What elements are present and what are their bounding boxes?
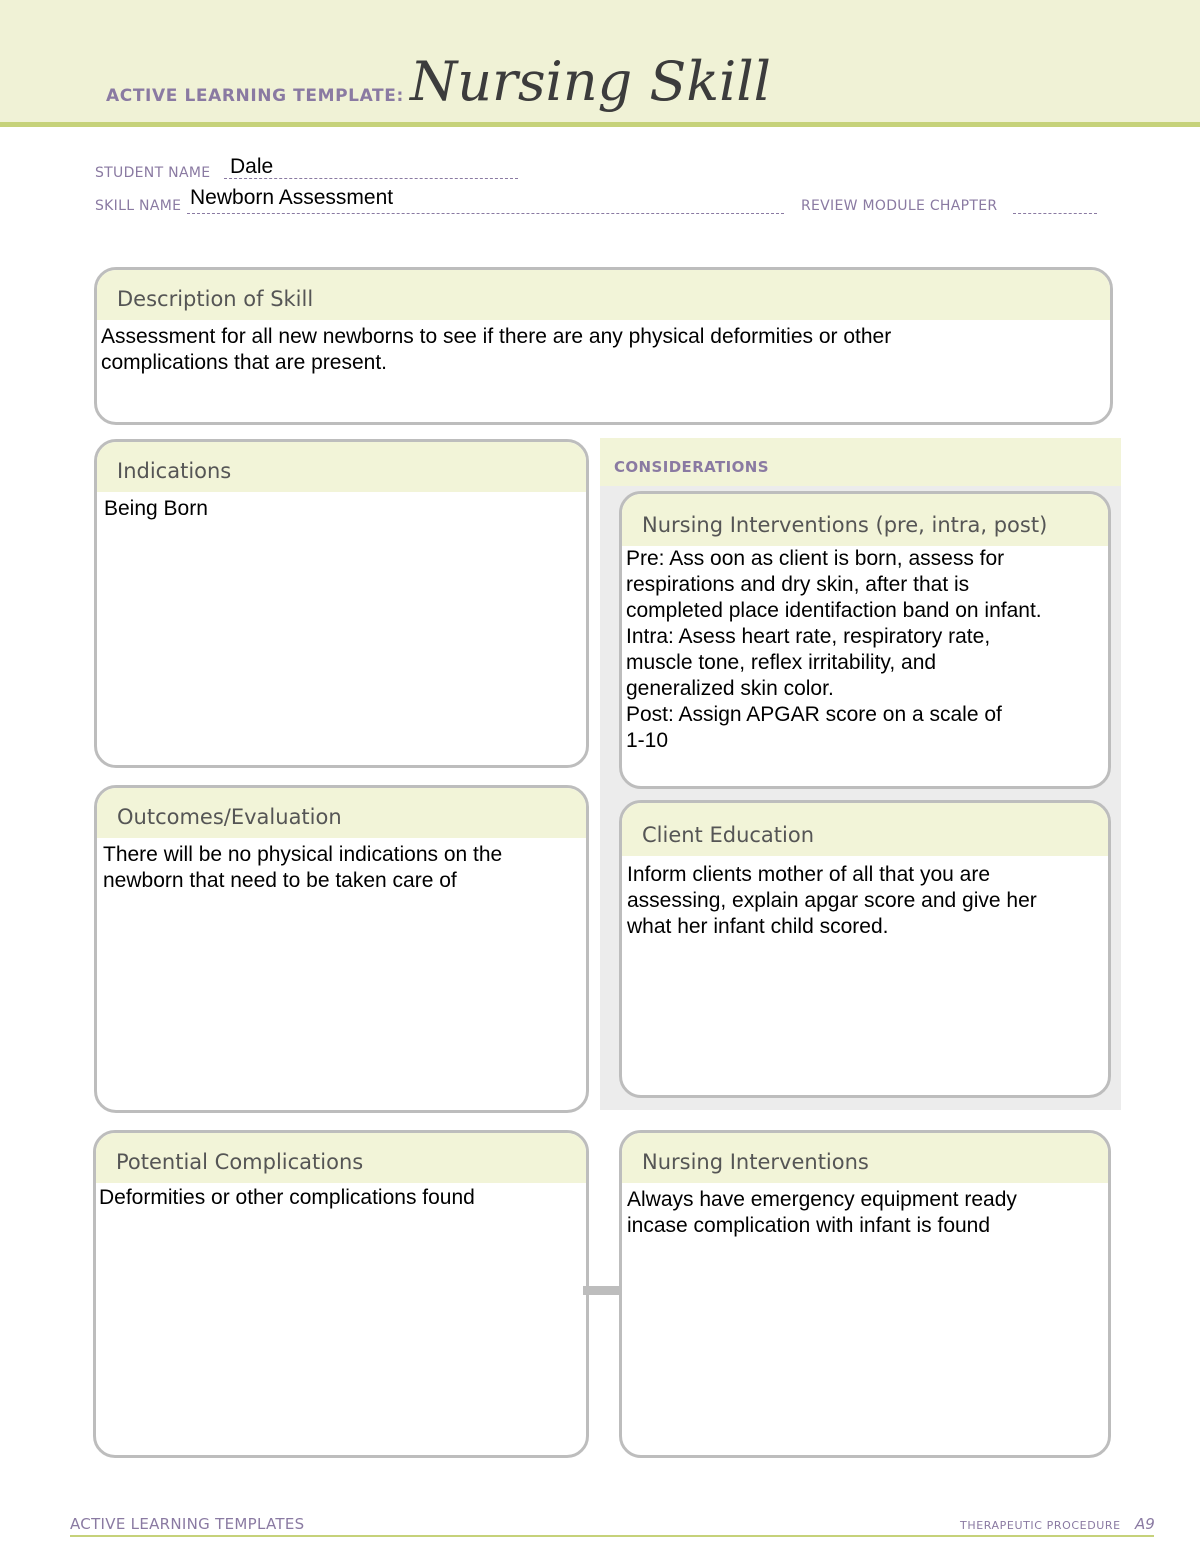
skill-name-underline bbox=[187, 213, 784, 214]
complications-box bbox=[93, 1130, 589, 1458]
page-title: Nursing Skill bbox=[410, 50, 771, 113]
interventions-box bbox=[619, 1130, 1111, 1458]
box-connector bbox=[583, 1286, 621, 1295]
footer-right-label: THERAPEUTIC PROCEDURE bbox=[960, 1519, 1121, 1532]
student-name-label: STUDENT NAME bbox=[95, 165, 211, 181]
skill-name-field[interactable]: Newborn Assessment bbox=[190, 186, 394, 209]
outcomes-text[interactable]: There will be no physical indications on the newborn that need to be taken care of bbox=[103, 843, 503, 892]
outcomes-box bbox=[94, 785, 589, 1113]
considerations-interventions-text[interactable]: Pre: Ass oon as client is born, assess for respirations and dry skin, after that is completed place identifaction band on infant. Intra: Asess heart rate, respiratory rate, muscle tone, reflex irritability, and generalized skin color. Post: Assign APGAR score on a scale of 1-10 bbox=[626, 547, 1042, 752]
header-divider bbox=[0, 122, 1200, 127]
client-education-text[interactable]: Inform clients mother of all that you are assessing, explain apgar score and give her what her infant child scored. bbox=[627, 863, 1037, 938]
indications-text[interactable]: Being Born bbox=[104, 497, 208, 520]
footer-divider bbox=[70, 1535, 1154, 1537]
interventions-text[interactable]: Always have emergency equipment ready incase complication with infant is found bbox=[627, 1188, 1017, 1237]
outcomes-heading: Outcomes/Evaluation bbox=[97, 788, 586, 838]
interventions-heading: Nursing Interventions bbox=[622, 1133, 1108, 1183]
considerations-interventions-heading: Nursing Interventions (pre, intra, post) bbox=[622, 494, 1108, 546]
review-module-label: REVIEW MODULE CHAPTER bbox=[801, 198, 998, 214]
indications-box bbox=[94, 439, 589, 768]
description-box bbox=[94, 267, 1113, 425]
skill-name-label: SKILL NAME bbox=[95, 198, 182, 214]
student-name-field[interactable]: Dale bbox=[230, 155, 274, 178]
footer-page-number: A9 bbox=[1135, 1515, 1155, 1533]
client-education-heading: Client Education bbox=[622, 803, 1108, 856]
description-text[interactable]: Assessment for all new newborns to see if there are any physical deformities or other complications that are present. bbox=[101, 325, 892, 374]
considerations-label: CONSIDERATIONS bbox=[614, 458, 769, 476]
complications-heading: Potential Complications bbox=[96, 1133, 586, 1183]
considerations-interventions-box bbox=[619, 491, 1111, 789]
description-heading: Description of Skill bbox=[97, 270, 1110, 320]
footer-left-label: ACTIVE LEARNING TEMPLATES bbox=[70, 1515, 305, 1533]
review-module-underline bbox=[1013, 213, 1097, 214]
complications-text[interactable]: Deformities or other complications found bbox=[99, 1186, 475, 1209]
template-label: ACTIVE LEARNING TEMPLATE: bbox=[106, 86, 404, 106]
client-education-box bbox=[619, 800, 1111, 1098]
indications-heading: Indications bbox=[97, 442, 586, 492]
